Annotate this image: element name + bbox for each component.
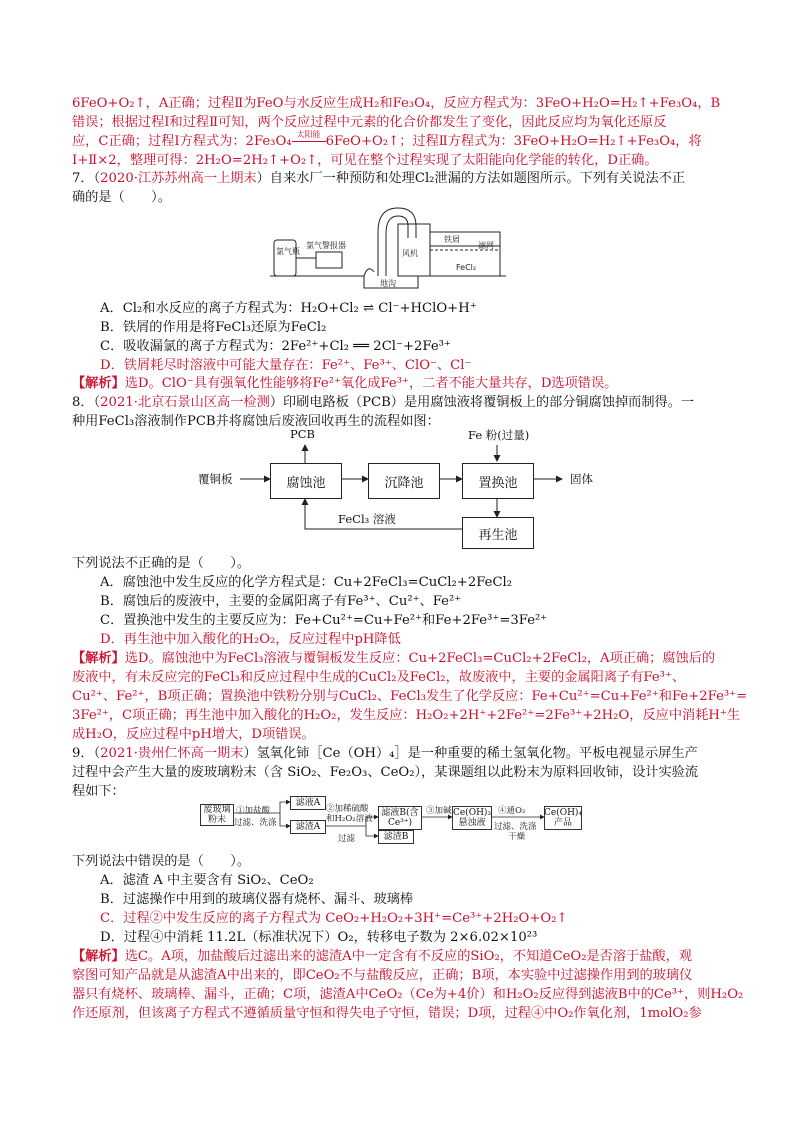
q7-stem-2: 确的是（ ）。 (72, 190, 171, 205)
flow-solid: 固体 (570, 472, 593, 486)
q7-option-c: C．吸收漏氯的离子方程式为：2Fe²⁺+Cl₂ ══ 2Cl⁻+2Fe³⁺ (100, 339, 451, 354)
q9-option-b: B．过滤操作中用到的玻璃仪器有烧杯、漏斗、玻璃棒 (100, 892, 414, 907)
flow-recycle: FeCl₃ 溶液 (338, 512, 396, 526)
intro-line-3 (72, 130, 702, 151)
q9-flowchart (198, 796, 598, 846)
q9-filtrate-b: 滤液B(含Ce³⁺) (378, 806, 422, 830)
fig-trench-label: 地沟 (380, 279, 396, 288)
q7-number: 7．（ (72, 171, 101, 186)
intro-line-2: 错误；根据过程Ⅰ和过程Ⅱ可知，两个反应过程中元素的化合价都发生了变化，因此反应均为氧化还原反 (72, 115, 667, 130)
flow-start: 覆铜板 (198, 472, 233, 486)
q9-analysis-4: 作还原剂，但该离子方程式不遵循质量守恒和得失电子守恒，错误；D项，过程④中O₂作氧化剂，1molO₂参 (72, 1006, 702, 1021)
q9-option-d: D．过程④中消耗 11.2L（标准状况下）O₂，转移电子数为 2×6.02×10²³ (100, 930, 538, 945)
q9-suspension: Ce(OH)₃悬浊液 (452, 808, 492, 828)
q9-step1b: 过滤、洗涤 (234, 818, 277, 828)
q9-analysis-1 (72, 948, 692, 966)
intro-line-3a: 应，C正确；过程Ⅰ方程式为：2Fe₃O₄ (72, 134, 292, 149)
q7-stem-text: ）自来水厂一种预防和处理Cl₂泄漏的方法如题图所示。下列有关说法不正 (256, 171, 686, 186)
fig-fecl2-label: FeCl₂ (456, 263, 477, 272)
q9-step2c: 过滤 (338, 834, 356, 844)
q9-stem-3: 程如下： (72, 784, 125, 799)
q9-step2b: 和H₂O₂溶液 (326, 814, 373, 824)
reaction-condition (292, 130, 326, 151)
analysis-tag: 【解析】 (72, 651, 125, 666)
flow-corrode: 腐蚀池 (270, 463, 342, 499)
fig-fan-label: 风机 (402, 249, 418, 258)
q8-stem-text: ）印刷电路板（PCB）是用腐蚀液将覆铜板上的部分铜腐蚀掉而制得。一 (269, 395, 695, 410)
flow-regen: 再生池 (462, 517, 534, 549)
q9-question: 下列说法中错误的是（ ）。 (72, 854, 251, 869)
intro-line-1: 6FeO+O₂↑，A正确；过程Ⅱ为FeO与水反应生成H₂和Fe₃O₄，反应方程式为：3FeO+H₂O=H₂↑+Fe₃O₄，B (72, 96, 721, 111)
q8-analysis-1 (72, 650, 715, 668)
q8-option-c: C．置换池中发生的主要反应为：Fe+Cu²⁺=Cu+Fe²⁺和Fe+2Fe³⁺=3Fe²⁺ (100, 613, 548, 628)
intro-line-3b: 6FeO+O₂↑；过程Ⅱ方程式为：3FeO+H₂O=H₂↑+Fe₃O₄，将 (325, 134, 702, 149)
q8-question: 下列说法不正确的是（ ）。 (72, 556, 251, 571)
flow-fe: Fe 粉(过量) (468, 428, 530, 442)
q9-step4b: 过滤、洗涤 (494, 822, 537, 832)
q8-flowchart (190, 425, 610, 550)
q8-analysis-4: 3Fe²⁺，C项正确；再生池中加入酸化的H₂O₂，发生反应：H₂O₂+2H⁺+2Fe²⁺=2Fe³⁺+2H₂O，反应中消耗H⁺生 (72, 708, 741, 723)
q9-option-c: C．过程②中发生反应的离子方程式为 CeO₂+H₂O₂+3H⁺=Ce³⁺+2H₂O+O₂↑ (100, 911, 568, 926)
q9-step4: ④通O₂ (498, 806, 526, 816)
q9-filtrate-a: 滤液A (290, 796, 326, 810)
q8-option-b: B．腐蚀后的废液中，主要的金属阳离子有Fe³⁺、Cu²⁺、Fe²⁺ (100, 594, 462, 609)
q9-residue-b: 滤渣B (378, 830, 414, 844)
flow-replace: 置换池 (462, 463, 534, 499)
q7-analysis (72, 375, 617, 393)
q8-analysis-3: Cu²⁺、Fe²⁺，B项正确；置换池中铁粉分别与CuCl₂、FeCl₃发生了化学反应：Fe+Cu²⁺=Cu+Fe²⁺和Fe+2Fe³⁺= (72, 689, 748, 704)
q8-analysis-2: 废液中，有未反应完的FeCl₃和反应过程中生成的CuCl₂及FeCl₂，故废液中，主要的金属阳离子有Fe³⁺、 (72, 670, 686, 685)
q8-stem (72, 394, 694, 412)
q9-residue-a: 滤渣A (290, 820, 326, 834)
q9-analysis-text: 选C。A项，加盐酸后过滤出来的滤渣A中一定含有不反应的SiO₂，不知道CeO₂是否溶于盐酸，观 (124, 949, 692, 964)
q9-stem-2: 过程中会产生大量的废玻璃粉末（含 SiO₂、Fe₂O₃、CeO₂），某课题组以此粉末为原料回收铈，设计实验流 (72, 765, 699, 780)
q9-source: 2021·贵州仁怀高一期末 (100, 746, 244, 761)
flow-pcb: PCB (290, 427, 315, 441)
q7-source: 2020·江苏苏州高一上期末 (100, 171, 257, 186)
q7-option-b: B．铁屑的作用是将FeCl₃还原为FeCl₂ (100, 320, 327, 335)
q9-step4c: 干燥 (508, 832, 526, 842)
q7-option-d: D．铁屑耗尽时溶液中可能大量存在：Fe²⁺、Fe³⁺、ClO⁻、Cl⁻ (100, 358, 472, 373)
q8-option-a: A．腐蚀池中发生反应的化学方程式是：Cu+2FeCl₃=CuCl₂+2FeCl₂ (100, 575, 513, 590)
q9-step2: ②加稀硫酸 (326, 804, 369, 814)
q9-number: 9．（ (72, 746, 101, 761)
q7-stem (72, 170, 685, 188)
q7-analysis-text: 选D。ClO⁻具有强氧化性能够将Fe²⁺氧化成Fe³⁺，二者不能大量共存，D选项错误。 (124, 376, 618, 391)
q8-source: 2021·北京石景山区高一检测 (100, 395, 270, 410)
chlorine-cylinder-icon (274, 240, 296, 276)
q7-figure (268, 202, 508, 294)
duct-pipe (378, 208, 416, 276)
q8-analysis-5: 成H₂O，反应过程中pH增大，D项错误。 (72, 727, 315, 742)
analysis-tag: 【解析】 (72, 949, 125, 964)
fig-cylinder-label: 氯气瓶 (276, 247, 300, 256)
q9-step1: ①加盐酸 (236, 806, 271, 816)
fig-mesh-label: 滤网 (478, 241, 494, 250)
q7-option-a: A．Cl₂和水反应的离子方程式为：H₂O+Cl₂ ⇌ Cl⁻+HClO+H⁺ (100, 301, 477, 316)
q9-product: Ce(OH)₄产品 (543, 808, 583, 828)
alarm-box (316, 252, 342, 268)
q9-option-a: A．滤渣 A 中主要含有 SiO₂、CeO₂ (100, 873, 314, 888)
q9-stem-text: ）氢氧化铈［Ce（OH）₄］是一种重要的稀土氢氧化物。平板电视显示屏生产 (243, 746, 698, 761)
intro-line-4: Ⅰ+Ⅱ×2，整理可得：2H₂O=2H₂↑+O₂↑，可见在整个过程实现了太阳能向化学能的转化，D正确。 (72, 153, 658, 168)
analysis-tag: 【解析】 (72, 376, 125, 391)
q8-number: 8．（ (72, 395, 101, 410)
q9-powder: 废玻璃粉末 (200, 804, 234, 826)
q8-stem-2: 种用FeCl₃溶液制作PCB并将腐蚀后废液回收再生的流程如图： (72, 414, 440, 429)
fig-scrap-label: 铁屑 (444, 235, 460, 244)
q9-analysis-3: 器只有烧杯、玻璃棒、漏斗，正确；C项，滤渣A中CeO₂（Ce为+4价）和H₂O₂反应得到滤液B中的Ce³⁺，则H₂O₂ (72, 987, 744, 1002)
q8-analysis-text: 选D。腐蚀池中为FeCl₃溶液与覆铜板发生反应：Cu+2FeCl₃=CuCl₂+2FeCl₂，A项正确；腐蚀后的 (124, 651, 716, 666)
condition-label: 太阳能 (296, 130, 321, 139)
q9-step3: ③加碱 (426, 806, 452, 816)
q9-stem (72, 745, 698, 763)
q8-option-d: D．再生池中加入酸化的H₂O₂，反应过程中pH降低 (100, 632, 401, 647)
fig-alarm-label: 氯气警报器 (306, 241, 346, 250)
flow-settle: 沉降池 (368, 463, 440, 499)
q9-analysis-2: 察图可知产品就是从滤渣A中出来的，即CeO₂不与盐酸反应，正确；B项，本实验中过滤操作用到的玻璃仪 (72, 968, 693, 983)
